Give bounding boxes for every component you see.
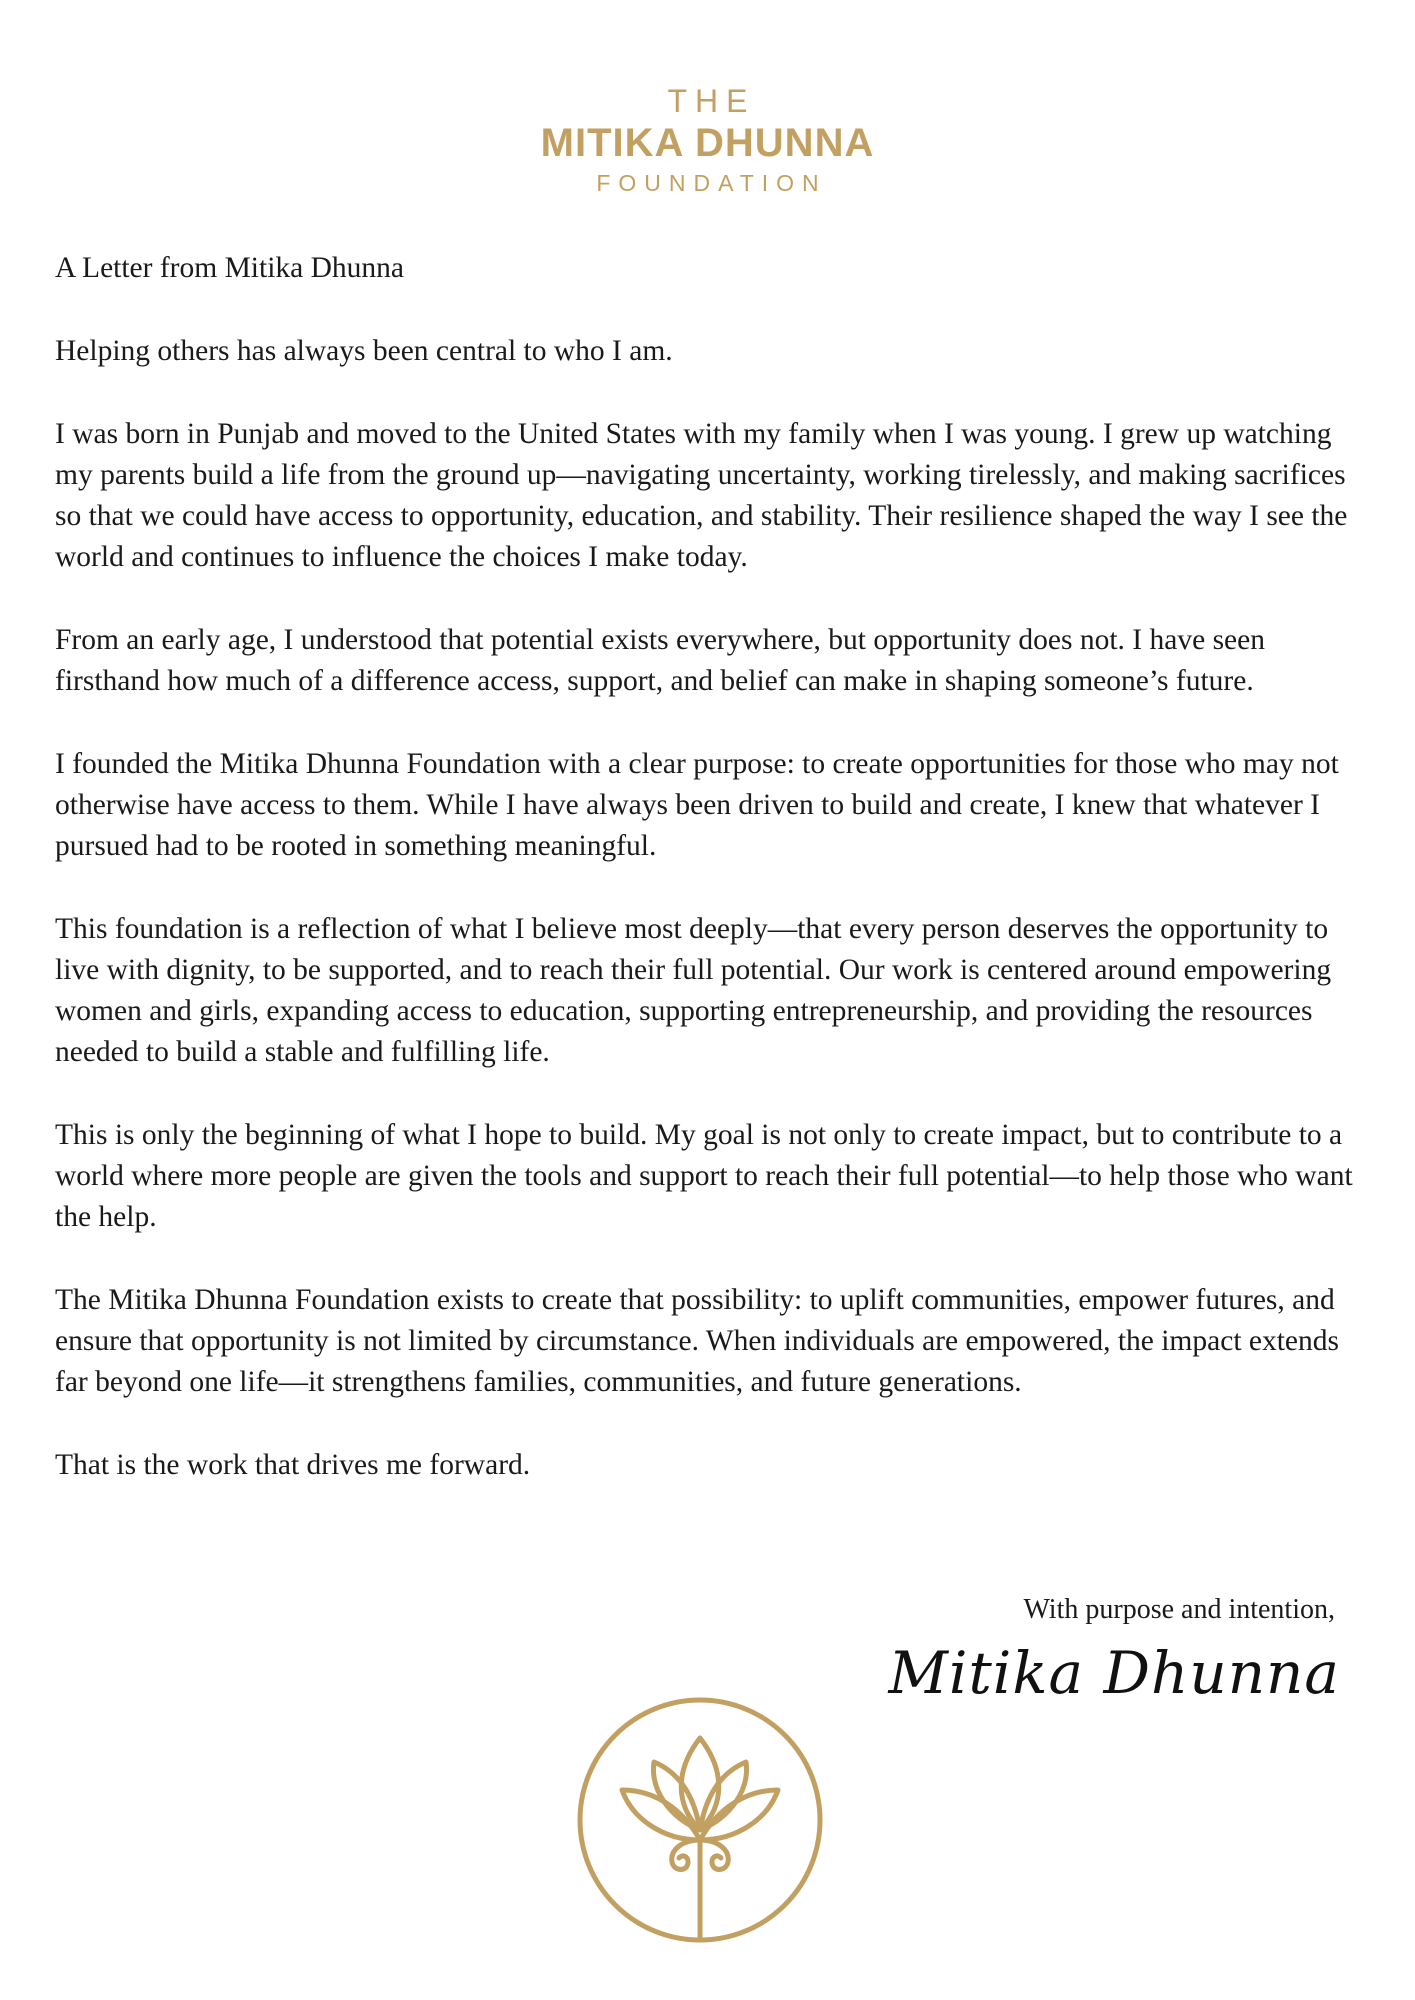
letter-heading: A Letter from Mitika Dhunna	[55, 252, 405, 284]
paragraph-1: Helping others has always been central to who I am.	[55, 335, 673, 367]
paragraph-6: This is only the beginning of what I hope to build. My goal is not only to create impact, but to contribute to a world where more people are given the tools and support to reach their full potential—to help those who want the help.	[55, 1119, 1353, 1233]
logo-foundation: FOUNDATION	[596, 170, 827, 196]
paragraph-8: That is the work that drives me forward.	[55, 1449, 531, 1481]
paragraph-3: From an early age, I understood that potential exists everywhere, but opportunity does not. I have seen firsthand how much of a difference access, support, and belief can make in shaping someone’s future.	[55, 624, 1265, 697]
logo-name: MITIKA DHUNNA	[540, 121, 875, 165]
letter-body	[55, 248, 1375, 1528]
foundation-logo	[0, 82, 1415, 198]
paragraph-2: I was born in Punjab and moved to the United States with my family when I was young. I grew up watching my parents build a life from the ground up—navigating uncertainty, working tirelessly, and making sacrifices so that we could have access to opportunity, education, and stability. Their resilience shaped the way I see the world and continues to influence the choices I make today.	[55, 418, 1348, 573]
paragraph-4: I founded the Mitika Dhunna Foundation with a clear purpose: to create opportunities for those who may not otherwise have access to them. While I have always been driven to build and create, I knew that whatever I pursued had to be rooted in something meaningful.	[55, 748, 1339, 862]
paragraph-5: This foundation is a reflection of what I believe most deeply—that every person deserves the opportunity to live with dignity, to be supported, and to reach their full potential. Our work is centered around empowering women and girls, expanding access to education, supporting entrepreneurship, and providing the resources needed to build a stable and fulfilling life.	[55, 913, 1332, 1068]
logo-the: THE	[667, 83, 756, 119]
signature: Mitika Dhunna	[888, 1639, 1340, 1707]
paragraph-7: The Mitika Dhunna Foundation exists to create that possibility: to uplift communities, empower futures, and ensure that opportunity is not limited by circumstance. When individuals are empowered, the impact extends far beyond one life—it strengthens families, communities, and future generations.	[55, 1284, 1339, 1398]
closing-line: With purpose and intention,	[1023, 1594, 1335, 1625]
lotus-emblem-icon	[570, 1690, 830, 1950]
